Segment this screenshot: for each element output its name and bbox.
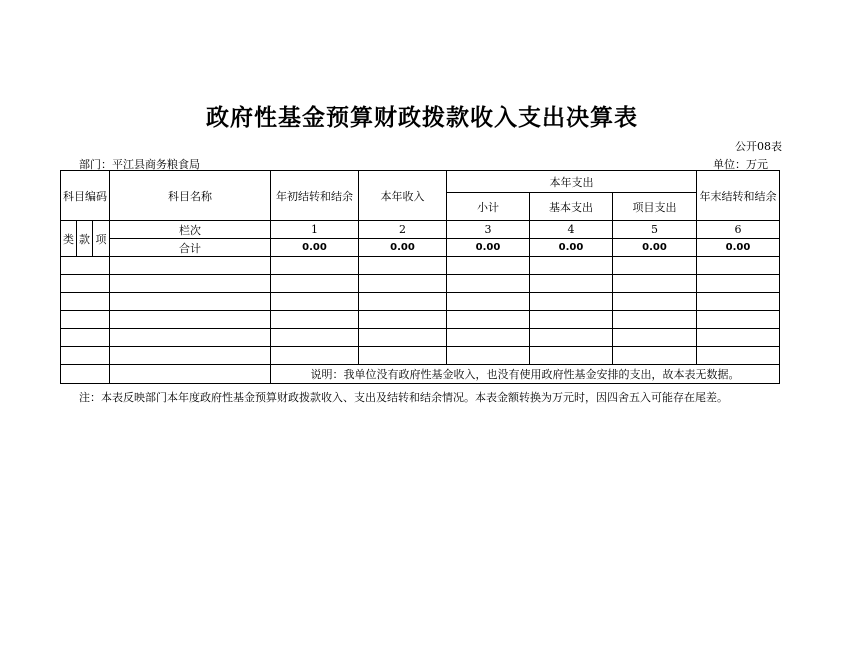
column-number: 1 bbox=[271, 221, 359, 239]
column-number: 5 bbox=[613, 221, 697, 239]
header-code: 科目编码 bbox=[61, 171, 110, 221]
header-begin-balance: 年初结转和结余 bbox=[271, 171, 359, 221]
total-value: 0.00 bbox=[613, 239, 697, 257]
table-row bbox=[61, 329, 780, 347]
header-basic: 基本支出 bbox=[530, 193, 613, 221]
budget-table bbox=[60, 170, 780, 384]
total-value: 0.00 bbox=[359, 239, 447, 257]
header-lei: 类 bbox=[61, 221, 77, 257]
column-label: 栏次 bbox=[110, 221, 271, 239]
header-project: 项目支出 bbox=[613, 193, 697, 221]
total-value: 0.00 bbox=[697, 239, 780, 257]
column-number: 2 bbox=[359, 221, 447, 239]
unit-label: 单位：万元 bbox=[713, 158, 768, 171]
header-name: 科目名称 bbox=[110, 171, 271, 221]
header-expense-group: 本年支出 bbox=[447, 171, 697, 193]
column-number: 3 bbox=[447, 221, 530, 239]
total-value: 0.00 bbox=[447, 239, 530, 257]
form-number: 公开08表 bbox=[735, 140, 782, 153]
header-subtotal: 小计 bbox=[447, 193, 530, 221]
total-value: 0.00 bbox=[271, 239, 359, 257]
column-number: 6 bbox=[697, 221, 780, 239]
header-end-balance: 年末结转和结余 bbox=[697, 171, 780, 221]
table-row bbox=[61, 293, 780, 311]
table-row bbox=[61, 275, 780, 293]
total-label: 合计 bbox=[110, 239, 271, 257]
department-label: 部门：平江县商务粮食局 bbox=[79, 158, 200, 171]
header-kuan: 款 bbox=[77, 221, 93, 257]
footnote: 注：本表反映部门本年度政府性基金预算财政拨款收入、支出及结转和结余情况。本表金额转换为万元时，因四舍五入可能存在尾差。 bbox=[79, 391, 728, 404]
header-income: 本年收入 bbox=[359, 171, 447, 221]
total-value: 0.00 bbox=[530, 239, 613, 257]
header-xiang: 项 bbox=[93, 221, 110, 257]
table-note: 说明：我单位没有政府性基金收入，也没有使用政府性基金安排的支出，故本表无数据。 bbox=[271, 365, 780, 384]
table-row bbox=[61, 311, 780, 329]
table-row bbox=[61, 257, 780, 275]
column-number: 4 bbox=[530, 221, 613, 239]
page-title: 政府性基金预算财政拨款收入支出决算表 bbox=[206, 105, 638, 131]
table-row bbox=[61, 347, 780, 365]
